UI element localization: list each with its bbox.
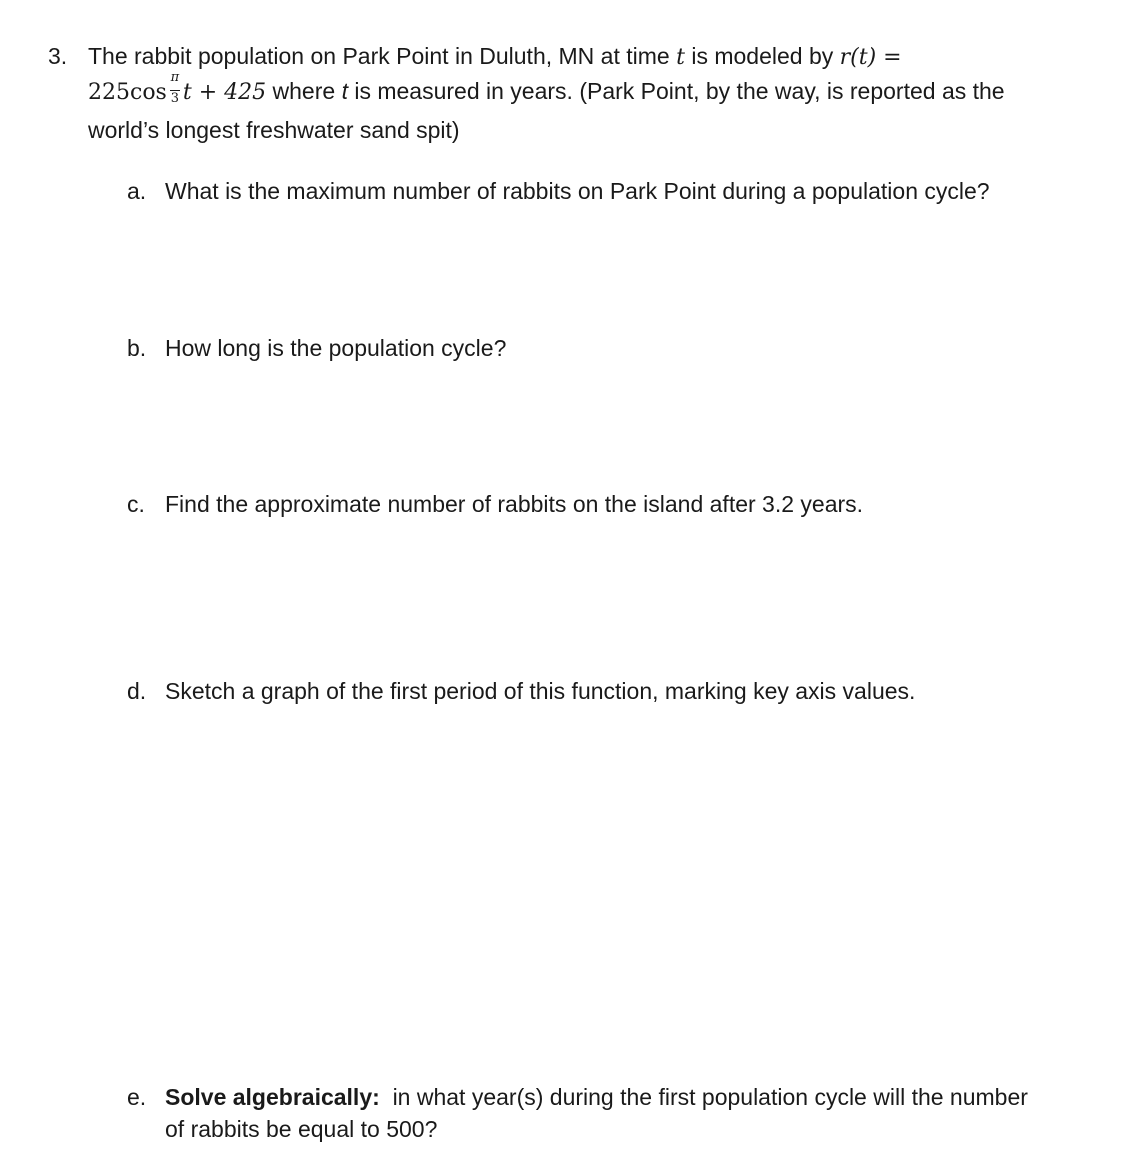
problem-text: The rabbit population on Park Point in Duluth, MN at time (88, 43, 670, 69)
question-text: in what year(s) during the first population cycle will the number (392, 1084, 1028, 1110)
part-a-letter: a. (127, 178, 147, 204)
problem-line-3: world’s longest freshwater sand spit) (88, 117, 460, 143)
part-d-question: Sketch a graph of the first period of this function, marking key axis values. (165, 678, 916, 704)
problem-text: is measured in years. (Park Point, by the way, is reported as the (354, 78, 1005, 104)
variable-expression: t + 425 (182, 80, 267, 105)
part-c-letter: c. (127, 491, 145, 517)
part-b-question: How long is the population cycle? (165, 335, 507, 361)
part-e-letter: e. (127, 1084, 147, 1110)
part-b-letter: b. (127, 335, 147, 361)
part-d-letter: d. (127, 678, 147, 704)
variable-t: t (341, 78, 348, 104)
problem-line-1 (88, 41, 902, 73)
problem-line-2 (88, 70, 1005, 108)
function-expression: r(t) = (839, 45, 902, 70)
problem-number: 3. (48, 43, 68, 69)
part-a-question: What is the maximum number of rabbits on Park Point during a population cycle? (165, 178, 990, 204)
pi-over-3-fraction (169, 70, 181, 106)
part-c-question: Find the approximate number of rabbits on the island after 3.2 years. (165, 491, 864, 517)
part-e-question (165, 1082, 1028, 1112)
fraction-denominator: 3 (170, 91, 179, 106)
problem-text: is modeled by (691, 43, 834, 69)
bold-lead: Solve algebraically: (165, 1084, 380, 1110)
problem-text: where (272, 78, 336, 104)
variable-t: t (676, 45, 685, 70)
coefficient: 225cos (88, 80, 167, 105)
fraction-numerator: π (170, 70, 180, 85)
part-e-question-line-2: of rabbits be equal to 500? (165, 1116, 438, 1142)
